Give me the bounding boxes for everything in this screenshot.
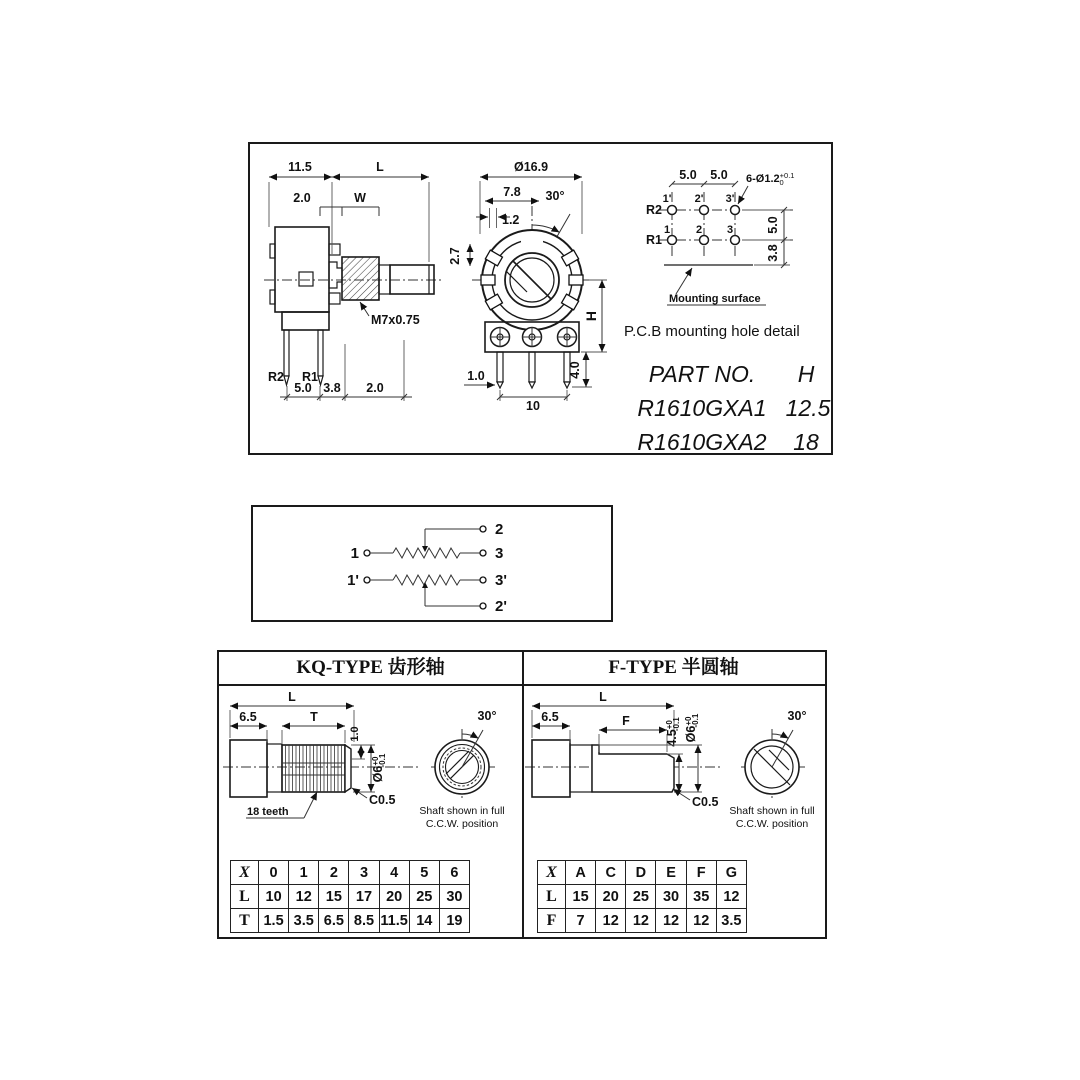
- table-cell: 12: [656, 909, 686, 933]
- pcb-dim-3-8-v: 3.8: [766, 244, 780, 262]
- terminal-3p: 3': [495, 572, 507, 589]
- knurled-section: [282, 745, 351, 792]
- table-cell: 3: [349, 861, 379, 885]
- table-cell: 1.5: [259, 909, 289, 933]
- table-cell: 8.5: [349, 909, 379, 933]
- kq-dim-6-5: 6.5: [239, 710, 257, 724]
- f-flat-spec: $4.5^{+0}-0.1$: [665, 717, 681, 747]
- table-cell: 35: [686, 885, 716, 909]
- table-cell: 12: [626, 909, 656, 933]
- dim-angle-30: 30°: [545, 189, 565, 203]
- part-table: [637, 361, 830, 453]
- dual-potentiometer-schematic: [253, 507, 611, 620]
- label-r2: R2: [268, 370, 284, 384]
- dim-11-5: 11.5: [288, 160, 312, 174]
- kq-caption-line1: Shaft shown in full: [419, 805, 505, 817]
- hole-spec: $6-Ø1.2^{+0.1}$ 0: [746, 171, 795, 187]
- table-cell: 12: [289, 885, 319, 909]
- part-row-2: R1610GXA2: [637, 429, 767, 453]
- table-cell: 30: [439, 885, 469, 909]
- table-cell: L: [231, 885, 259, 909]
- dim-dia-16-9: Ø16.9: [513, 160, 549, 174]
- pcb-label-r1: R1: [646, 233, 662, 247]
- pcb-pin-3p: 3': [725, 193, 735, 205]
- f-dia-spec: $Ø6^{+0}-0.1$: [684, 713, 700, 743]
- schematic-panel: [251, 505, 613, 622]
- table-cell: T: [231, 909, 259, 933]
- mounting-surface-label: Mounting surface: [669, 293, 761, 305]
- potentiometer-dimension-drawing: [250, 144, 831, 453]
- kq-dim-1-0: 1.0: [349, 726, 361, 742]
- top-drawing-panel: [248, 142, 833, 455]
- kq-chamfer: C0.5: [369, 793, 396, 807]
- element-2: [347, 572, 507, 615]
- part-row-2-h: 18: [793, 429, 819, 453]
- pcb-pin-1p: 1': [662, 193, 672, 205]
- table-cell: E: [656, 861, 686, 885]
- dim-4-0: 4.0: [568, 361, 582, 379]
- kq-dia-spec: $Ø6^{+0}-0.1$: [371, 753, 387, 783]
- dim-2-0-bottom: 2.0: [366, 381, 384, 395]
- table-cell: 14: [409, 909, 439, 933]
- f-dim-F: F: [622, 714, 630, 728]
- dim-W: W: [354, 191, 366, 205]
- terminal-1: 1: [350, 545, 359, 562]
- f-dim-L: L: [599, 690, 607, 704]
- part-col-header: PART NO.: [648, 361, 756, 387]
- part-row-1: R1610GXA1: [637, 395, 767, 421]
- dim-2-0-top: 2.0: [293, 191, 311, 205]
- dim-3-8: 3.8: [323, 381, 341, 395]
- kq-end-view: [419, 709, 504, 830]
- f-dimension-table: [537, 860, 747, 933]
- pcb-dim-5-0-v: 5.0: [766, 216, 780, 234]
- table-cell: 15: [319, 885, 349, 909]
- table-cell: 25: [626, 885, 656, 909]
- table-cell: F: [686, 861, 716, 885]
- f-chamfer: C0.5: [692, 795, 719, 809]
- kq-teeth-label: 18 teeth: [247, 806, 289, 818]
- front-view: [448, 160, 607, 413]
- table-cell: D: [626, 861, 656, 885]
- dim-L: L: [376, 160, 384, 174]
- table-cell: A: [566, 861, 596, 885]
- element-1: [351, 521, 504, 562]
- kq-dimension-table: [230, 860, 470, 933]
- table-cell: 11.5: [379, 909, 409, 933]
- dim-10: 10: [526, 399, 540, 413]
- table-cell: G: [716, 861, 746, 885]
- pcb-dim-5-0-b: 5.0: [710, 168, 728, 182]
- terminal-pins: [497, 352, 570, 388]
- h-col-header: H: [797, 361, 815, 387]
- table-cell: 10: [259, 885, 289, 909]
- f-dim-6-5: 6.5: [541, 710, 559, 724]
- pcb-pin-2: 2: [695, 224, 703, 236]
- pcb-label-r2: R2: [646, 203, 662, 217]
- f-caption-line2: C.C.W. position: [735, 818, 809, 830]
- dim-7-8: 7.8: [503, 185, 521, 199]
- kq-type-title: KQ-TYPE 齿形轴: [296, 657, 445, 678]
- dim-1-0: 1.0: [467, 369, 485, 383]
- f-end-view: [729, 709, 814, 830]
- table-cell: 5: [409, 861, 439, 885]
- table-cell: 17: [349, 885, 379, 909]
- table-cell: 0: [259, 861, 289, 885]
- pcb-pin-3: 3: [726, 224, 734, 236]
- table-cell: 3.5: [289, 909, 319, 933]
- table-cell: 20: [379, 885, 409, 909]
- table-cell: 12: [596, 909, 626, 933]
- pcb-pin-1: 1: [663, 224, 671, 236]
- table-cell: 12: [716, 885, 746, 909]
- table-cell: 7: [566, 909, 596, 933]
- table-cell: 3.5: [716, 909, 746, 933]
- dim-5-0: 5.0: [294, 381, 312, 395]
- f-angle-30: 30°: [787, 709, 807, 723]
- kq-dim-T: T: [310, 710, 318, 724]
- f-caption-line1: Shaft shown in full: [729, 805, 815, 817]
- table-cell: 6.5: [319, 909, 349, 933]
- table-cell: F: [538, 909, 566, 933]
- f-type-title: F-TYPE 半圆轴: [608, 657, 739, 678]
- kq-caption-line2: C.C.W. position: [425, 818, 499, 830]
- table-cell: L: [538, 885, 566, 909]
- table-cell: 20: [596, 885, 626, 909]
- table-cell: X: [538, 861, 566, 885]
- table-cell: 2: [319, 861, 349, 885]
- table-cell: 12: [686, 909, 716, 933]
- pcb-dim-5-0-a: 5.0: [679, 168, 697, 182]
- f-flat-shaft: [592, 745, 674, 792]
- pcb-caption: P.C.B mounting hole detail: [624, 323, 800, 340]
- table-cell: 19: [439, 909, 469, 933]
- side-view: [264, 160, 442, 401]
- terminal-1p: 1': [347, 572, 359, 589]
- table-cell: X: [231, 861, 259, 885]
- pcb-hole-detail: [624, 168, 800, 340]
- dim-H: H: [583, 310, 599, 322]
- dim-2-7: 2.7: [448, 247, 462, 265]
- kq-angle-30: 30°: [477, 709, 497, 723]
- terminal-2: 2: [495, 521, 504, 538]
- table-cell: 6: [439, 861, 469, 885]
- label-r1: R1: [302, 370, 318, 384]
- terminal-2p: 2': [495, 598, 507, 615]
- part-row-1-h: 12.5: [785, 395, 831, 421]
- table-cell: 1: [289, 861, 319, 885]
- table-cell: 30: [656, 885, 686, 909]
- table-cell: C: [596, 861, 626, 885]
- dim-1-2: 1.2: [502, 213, 520, 227]
- terminal-3: 3: [495, 545, 504, 562]
- table-cell: 4: [379, 861, 409, 885]
- thread-spec: M7x0.75: [371, 313, 420, 327]
- terminal-eyelets: [490, 327, 577, 347]
- shaft-type-panel: [217, 650, 827, 939]
- kq-dim-L: L: [288, 690, 296, 704]
- table-cell: 15: [566, 885, 596, 909]
- table-cell: 25: [409, 885, 439, 909]
- pcb-pin-2p: 2': [694, 193, 704, 205]
